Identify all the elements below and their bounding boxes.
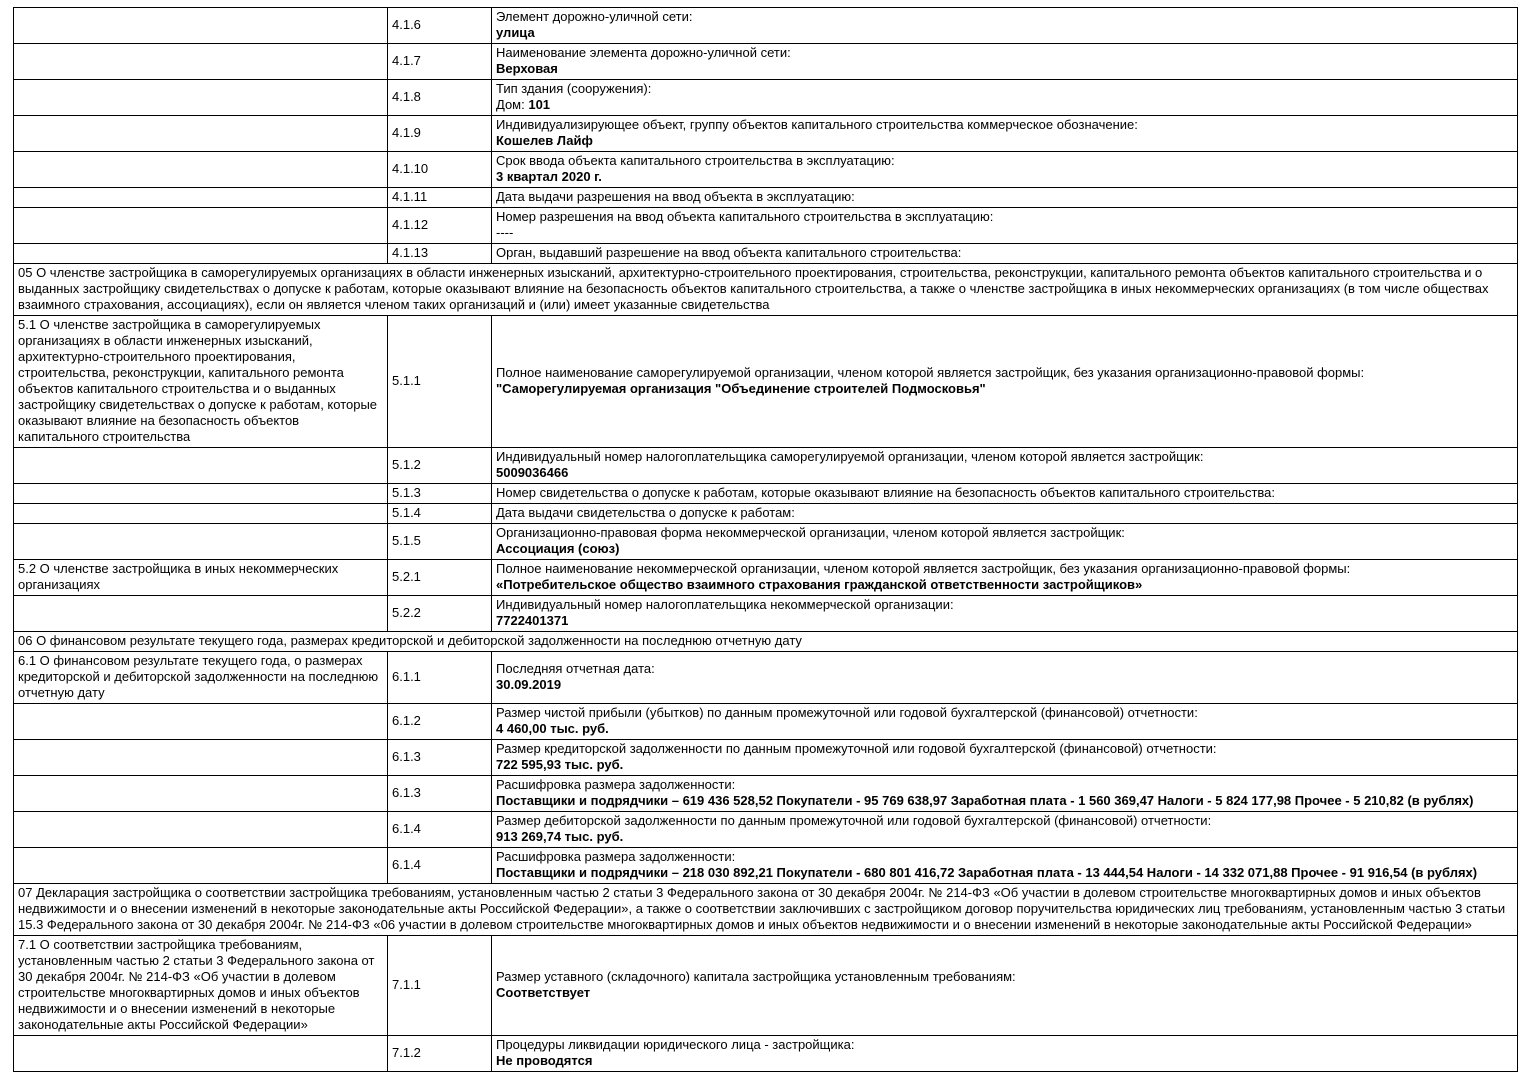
row-content-cell: [492, 484, 1518, 504]
field-value-text: 7722401371: [496, 613, 569, 628]
field-label: Орган, выдавший разрешение на ввод объекта капитального строительства:: [496, 245, 962, 260]
field-value-text: Соответствует: [496, 985, 591, 1000]
row-left-cell: [14, 244, 388, 264]
row-left-cell: 6.1 О финансовом результате текущего года, о размерах кредиторской и дебиторской задолженности на последнюю отчетную дату: [14, 652, 388, 704]
row-number-cell: 5.1.2: [388, 448, 492, 484]
row-number-cell: 6.1.4: [388, 848, 492, 884]
table-row: [14, 524, 1518, 560]
row-number-cell: 6.1.3: [388, 740, 492, 776]
row-left-cell: [14, 1036, 388, 1072]
row-number-cell: 5.2.2: [388, 596, 492, 632]
field-value-text: 30.09.2019: [496, 677, 562, 692]
row-number-cell: 7.1.1: [388, 936, 492, 1036]
row-content-cell: [492, 244, 1518, 264]
row-content-cell: [492, 188, 1518, 208]
row-number-cell: 5.1.4: [388, 504, 492, 524]
field-value-text: 3 квартал 2020 г.: [496, 169, 602, 184]
row-content-cell: [492, 316, 1518, 448]
table-row: [14, 740, 1518, 776]
field-value: [496, 829, 1513, 845]
table-row: [14, 704, 1518, 740]
field-label: Индивидуальный номер налогоплательщика саморегулируемой организации, членом которой является застройщик:: [496, 449, 1204, 464]
field-value: [496, 577, 1513, 593]
row-left-cell: [14, 504, 388, 524]
field-value-text: Ассоциация (союз): [496, 541, 620, 556]
row-content-cell: [492, 776, 1518, 812]
row-content-cell: [492, 504, 1518, 524]
field-value: [496, 721, 1513, 737]
field-value: [496, 541, 1513, 557]
field-value: [496, 169, 1513, 185]
row-left-cell: [14, 848, 388, 884]
field-label: Срок ввода объекта капитального строительства в эксплуатацию:: [496, 153, 895, 168]
field-label: Наименование элемента дорожно-уличной сети:: [496, 45, 791, 60]
field-value: [496, 97, 1513, 113]
row-left-cell: [14, 188, 388, 208]
row-number-cell: 4.1.8: [388, 80, 492, 116]
field-label: Организационно-правовая форма некоммерческой организации, членом которой является застройщик:: [496, 525, 1125, 540]
row-content-cell: [492, 652, 1518, 704]
field-label: Индивидуализирующее объект, группу объектов капитального строительства коммерческое обозначение:: [496, 117, 1138, 132]
row-content-cell: [492, 524, 1518, 560]
declaration-table: [13, 7, 1518, 1072]
row-content-cell: [492, 152, 1518, 188]
field-label: Номер разрешения на ввод объекта капитального строительства в эксплуатацию:: [496, 209, 994, 224]
row-left-cell: 5.1 О членстве застройщика в саморегулируемых организациях в области инженерных изысканий, архитектурно-строительного проектирования, строительства, реконструкции, капитального ремонта объектов капитального строительства и о выданных застройщику свидетельствах о допуске к работам, которые оказывают влияние на безопасность объектов капитального строительства: [14, 316, 388, 448]
table-row: [14, 80, 1518, 116]
row-number-cell: 5.1.3: [388, 484, 492, 504]
row-left-cell: [14, 116, 388, 152]
field-label: Дата выдачи свидетельства о допуске к работам:: [496, 505, 795, 520]
table-row: [14, 448, 1518, 484]
field-value: [496, 133, 1513, 149]
field-value-text: улица: [496, 25, 535, 40]
field-value-text: Поставщики и подрядчики – 619 436 528,52 Покупатели - 95 769 638,97 Заработная плата - 1 560 369,47 Налоги - 5 824 177,98 Прочее - 5 210,82 (в рублях): [496, 793, 1474, 808]
field-label: Процедуры ликвидации юридического лица - застройщика:: [496, 1037, 855, 1052]
table-row: [14, 560, 1518, 596]
row-content-cell: [492, 812, 1518, 848]
field-value-text: Не проводятся: [496, 1053, 593, 1068]
field-value: [496, 225, 1513, 241]
field-value-text: "Саморегулируемая организация "Объединение строителей Подмосковья": [496, 381, 986, 396]
field-label: Расшифровка размера задолженности:: [496, 849, 736, 864]
row-left-cell: [14, 740, 388, 776]
row-content-cell: [492, 208, 1518, 244]
field-value: [496, 465, 1513, 481]
row-number-cell: 6.1.2: [388, 704, 492, 740]
field-value-text: 722 595,93 тыс. руб.: [496, 757, 624, 772]
field-value-text: Кошелев Лайф: [496, 133, 593, 148]
row-number-cell: 4.1.7: [388, 44, 492, 80]
table-row: [14, 652, 1518, 704]
row-content-cell: [492, 1036, 1518, 1072]
row-content-cell: [492, 8, 1518, 44]
field-value: [496, 25, 1513, 41]
field-label: Размер кредиторской задолженности по данным промежуточной или годовой бухгалтерской (финансовой) отчетности:: [496, 741, 1217, 756]
table-row: [14, 504, 1518, 524]
table-row: [14, 1036, 1518, 1072]
field-label: Размер уставного (складочного) капитала застройщика установленным требованиям:: [496, 969, 1016, 984]
field-value: [496, 757, 1513, 773]
table-row: [14, 8, 1518, 44]
row-left-cell: [14, 208, 388, 244]
field-value: [496, 865, 1513, 881]
field-value: [496, 677, 1513, 693]
row-left-cell: [14, 8, 388, 44]
declaration-table-body: [14, 8, 1518, 1072]
section-row: [14, 632, 1518, 652]
row-number-cell: 5.1.1: [388, 316, 492, 448]
row-content-cell: [492, 596, 1518, 632]
field-value-text: 4 460,00 тыс. руб.: [496, 721, 609, 736]
section-header: 06 О финансовом результате текущего года, размерах кредиторской и дебиторской задолженности на последнюю отчетную дату: [14, 632, 1518, 652]
table-row: [14, 244, 1518, 264]
section-row: [14, 884, 1518, 936]
table-row: [14, 596, 1518, 632]
row-number-cell: 6.1.3: [388, 776, 492, 812]
field-label: Номер свидетельства о допуске к работам, которые оказывают влияние на безопасность объектов капитального строительства:: [496, 485, 1276, 500]
table-row: [14, 44, 1518, 80]
row-content-cell: [492, 740, 1518, 776]
field-label: Размер чистой прибыли (убытков) по данным промежуточной или годовой бухгалтерской (финансовой) отчетности:: [496, 705, 1198, 720]
field-label: Расшифровка размера задолженности:: [496, 777, 736, 792]
field-value-prefix: Дом:: [496, 97, 529, 112]
row-left-cell: [14, 704, 388, 740]
row-left-cell: [14, 44, 388, 80]
row-number-cell: 4.1.11: [388, 188, 492, 208]
table-row: [14, 152, 1518, 188]
row-left-cell: [14, 484, 388, 504]
row-left-cell: [14, 152, 388, 188]
section-header: 07 Декларация застройщика о соответствии застройщика требованиям, установленным частью 2 статьи 3 Федерального закона от 30 декабря 2004г. № 214-ФЗ «Об участии в долевом строительстве многоквартирных домов и иных объектов недвижимости и о внесении изменений в некоторые законодательные акты Российской Федерации», а также о соответствии заключивших с застройщиком договор поручительства юридических лиц требованиям, установленным частью 3 статьи 15.3 Федерального закона от 30 декабря 2004г. № 214-ФЗ «06 участии в долевом строительстве многоквартирных домов и иных объектов недвижимости и о внесении изменений в некоторые законодательные акты Российской Федерации»: [14, 884, 1518, 936]
field-label: Индивидуальный номер налогоплательщика некоммерческой организации:: [496, 597, 954, 612]
row-number-cell: 4.1.6: [388, 8, 492, 44]
field-value: [496, 985, 1513, 1001]
section-row: [14, 264, 1518, 316]
table-row: [14, 116, 1518, 152]
field-label: Элемент дорожно-уличной сети:: [496, 9, 693, 24]
field-value: [496, 381, 1513, 397]
field-label: Дата выдачи разрешения на ввод объекта в эксплуатацию:: [496, 189, 855, 204]
table-row: [14, 208, 1518, 244]
table-row: [14, 188, 1518, 208]
row-number-cell: 6.1.1: [388, 652, 492, 704]
row-left-cell: 5.2 О членстве застройщика в иных некоммерческих организациях: [14, 560, 388, 596]
table-row: [14, 848, 1518, 884]
field-value-text: 913 269,74 тыс. руб.: [496, 829, 624, 844]
row-number-cell: 4.1.10: [388, 152, 492, 188]
field-label: Последняя отчетная дата:: [496, 661, 655, 676]
table-row: [14, 776, 1518, 812]
row-number-cell: 7.1.2: [388, 1036, 492, 1072]
field-value: [496, 613, 1513, 629]
field-value-text: Поставщики и подрядчики – 218 030 892,21 Покупатели - 680 801 416,72 Заработная плата - 13 444,54 Налоги - 14 332 071,88 Прочее - 91 916,54 (в рублях): [496, 865, 1478, 880]
row-content-cell: [492, 704, 1518, 740]
field-label: Полное наименование некоммерческой организации, членом которой является застройщик, без указания организационно-правовой формы:: [496, 561, 1351, 576]
field-label: Полное наименование саморегулируемой организации, членом которой является застройщик, без указания организационно-правовой формы:: [496, 365, 1365, 380]
field-value-text: ----: [496, 225, 514, 240]
table-row: [14, 484, 1518, 504]
row-left-cell: [14, 448, 388, 484]
row-number-cell: 5.2.1: [388, 560, 492, 596]
table-row: [14, 936, 1518, 1036]
row-number-cell: 4.1.12: [388, 208, 492, 244]
row-number-cell: 6.1.4: [388, 812, 492, 848]
table-row: [14, 812, 1518, 848]
row-number-cell: 4.1.13: [388, 244, 492, 264]
row-left-cell: [14, 596, 388, 632]
row-content-cell: [492, 80, 1518, 116]
row-content-cell: [492, 448, 1518, 484]
row-left-cell: [14, 812, 388, 848]
field-value: [496, 793, 1513, 809]
field-value-text: «Потребительское общество взаимного страхования гражданской ответственности застройщиков»: [496, 577, 1143, 592]
row-left-cell: 7.1 О соответствии застройщика требованиям, установленным частью 2 статьи 3 Федерального закона от 30 декабря 2004г. № 214-ФЗ «Об участии в долевом строительстве многоквартирных домов и иных объектов недвижимости и о внесении изменений в некоторые законодательные акты Российской Федерации»: [14, 936, 388, 1036]
row-content-cell: [492, 560, 1518, 596]
row-left-cell: [14, 524, 388, 560]
field-value: [496, 1053, 1513, 1069]
row-number-cell: 4.1.9: [388, 116, 492, 152]
row-number-cell: 5.1.5: [388, 524, 492, 560]
row-content-cell: [492, 848, 1518, 884]
row-left-cell: [14, 776, 388, 812]
row-content-cell: [492, 116, 1518, 152]
field-label: Тип здания (сооружения):: [496, 81, 652, 96]
row-content-cell: [492, 936, 1518, 1036]
field-value: [496, 61, 1513, 77]
field-value-text: 5009036466: [496, 465, 569, 480]
section-header: 05 О членстве застройщика в саморегулируемых организациях в области инженерных изысканий, архитектурно-строительного проектирования, строительства, реконструкции, капитального ремонта объектов капитального строительства и о выданных застройщику свидетельствах о допуске к работам, которые оказывают влияние на безопасность объектов капитального строительства, а также о членстве застройщика в иных некоммерческих организациях (в том числе обществах взаимного страхования, ассоциациях), если он является членом таких организаций и (или) имеет указанные свидетельства: [14, 264, 1518, 316]
row-left-cell: [14, 80, 388, 116]
field-value-text: 101: [528, 97, 551, 112]
row-content-cell: [492, 44, 1518, 80]
table-row: [14, 316, 1518, 448]
field-label: Размер дебиторской задолженности по данным промежуточной или годовой бухгалтерской (финансовой) отчетности:: [496, 813, 1212, 828]
field-value-text: Верховая: [496, 61, 558, 76]
